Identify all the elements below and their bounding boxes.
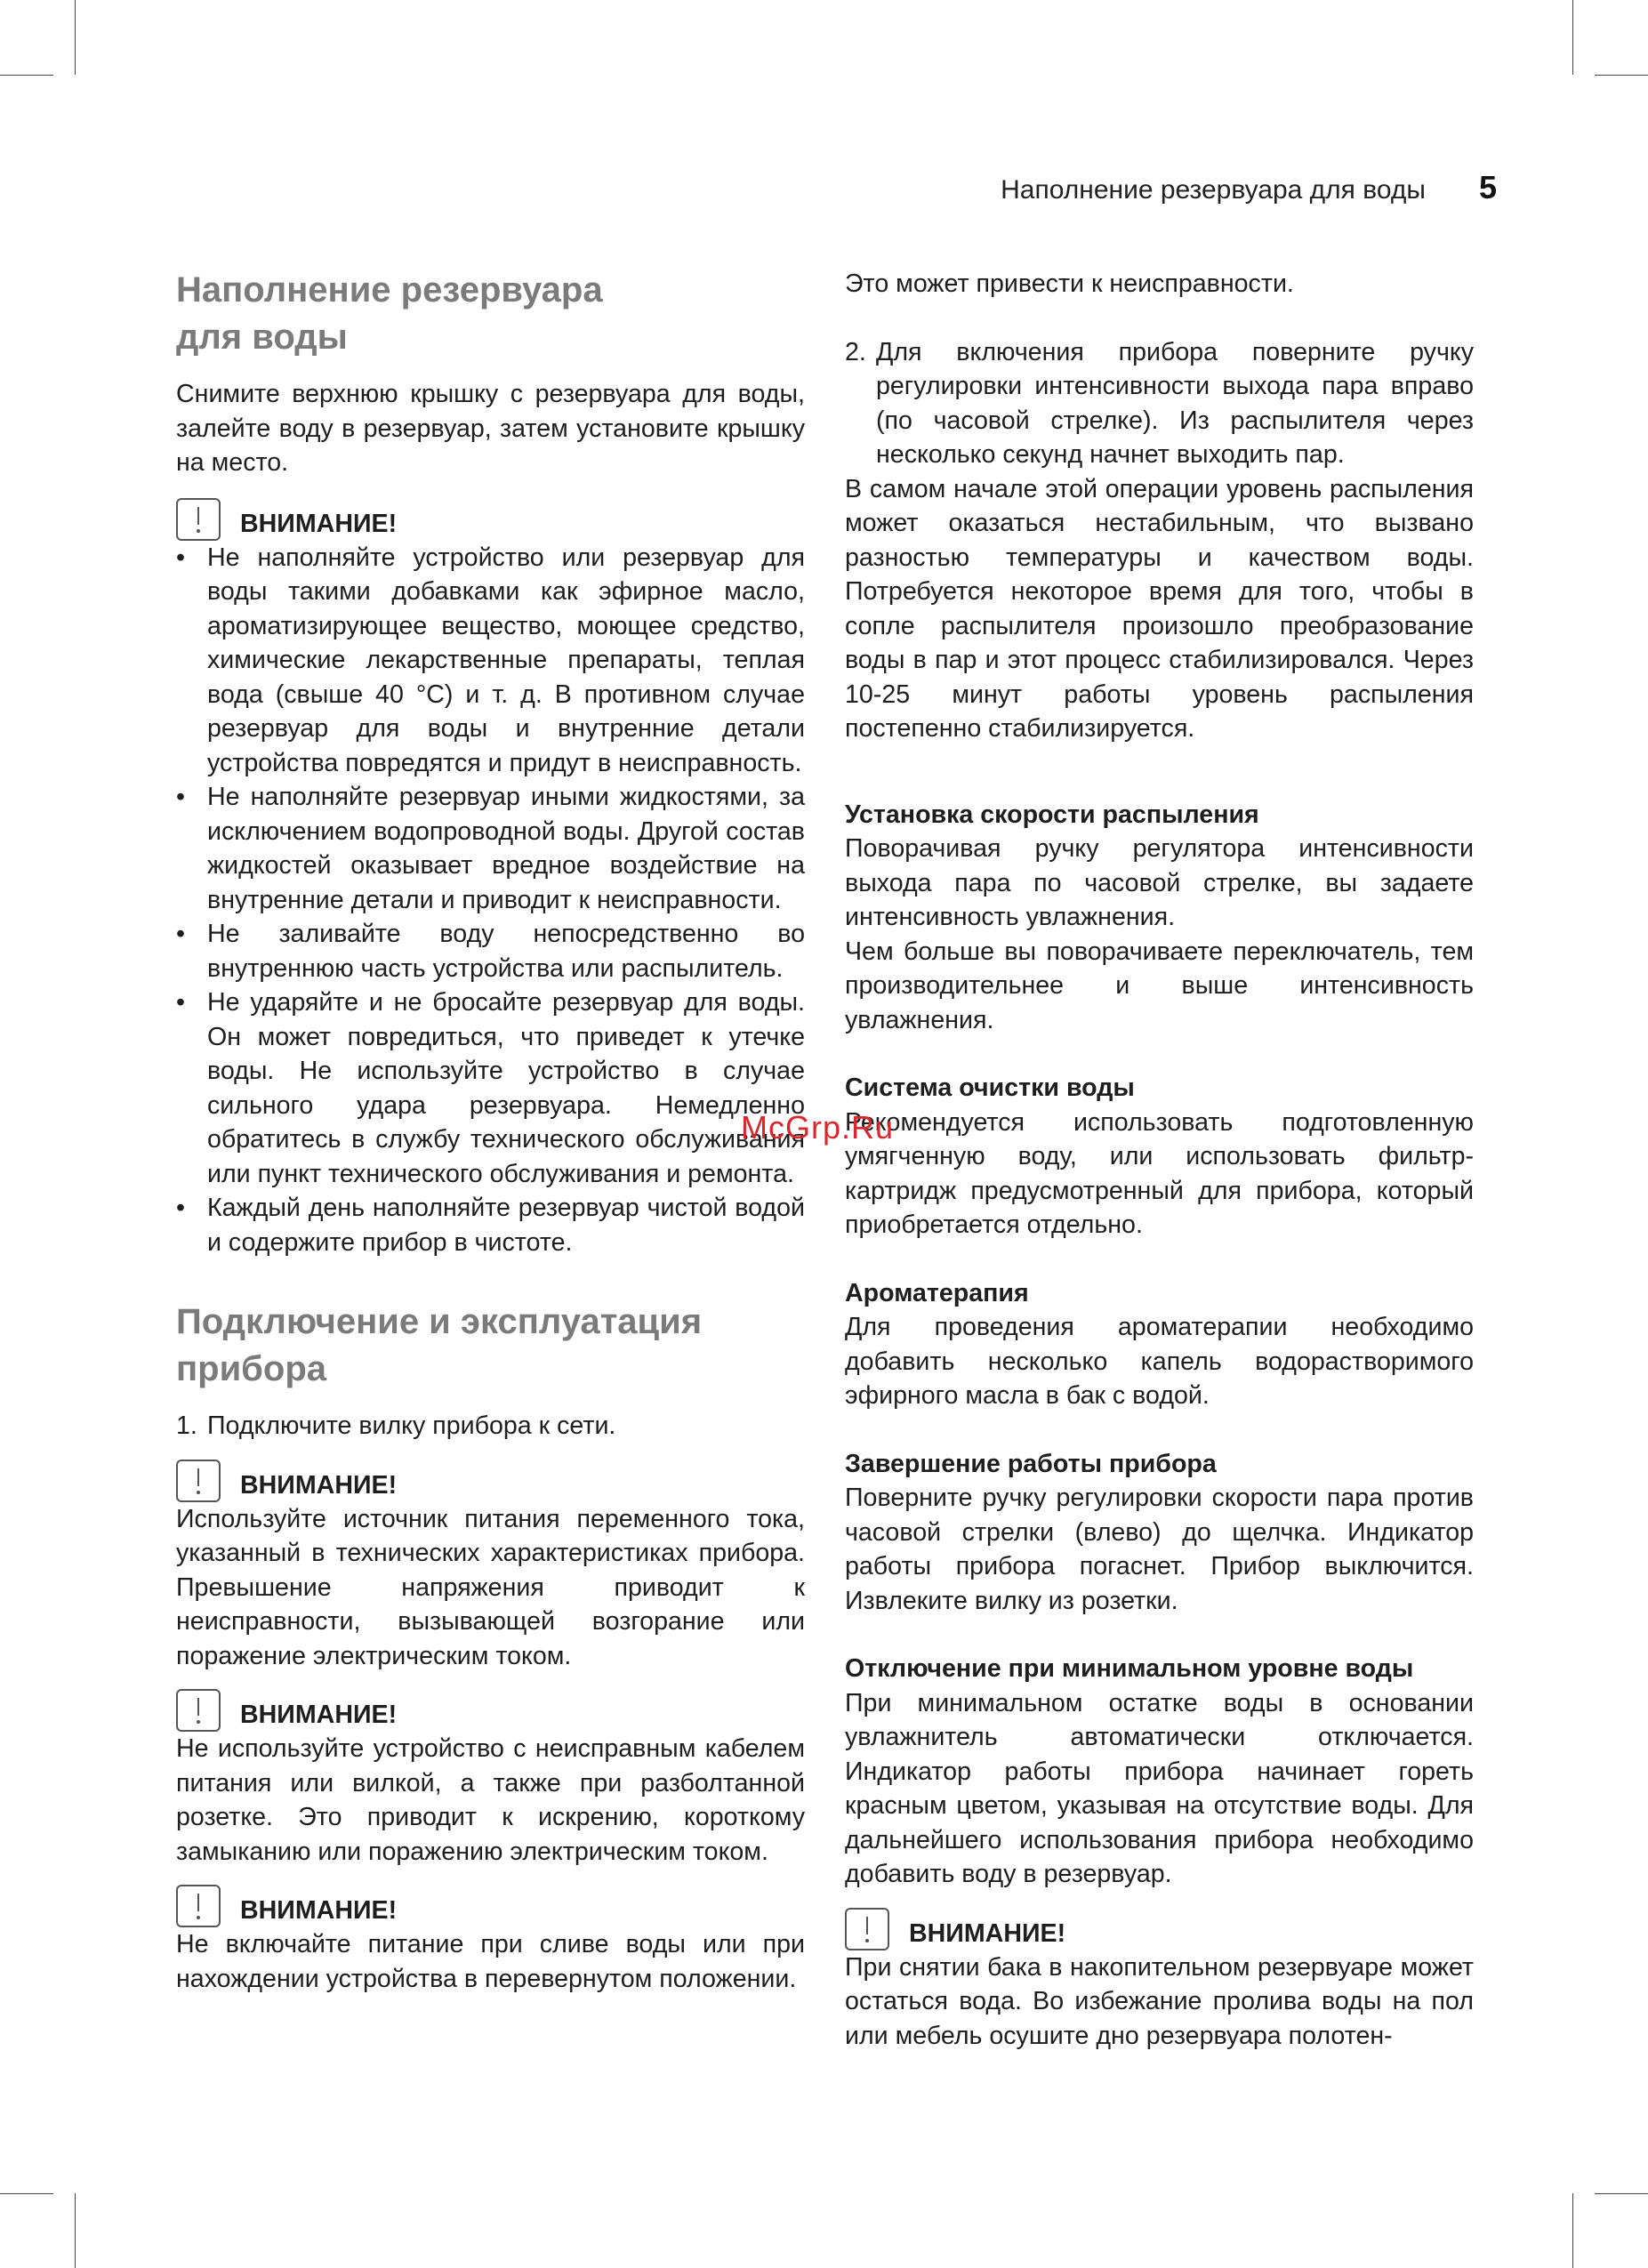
warning-text: При снятии бака в накопительном резервуаре может остаться вода. Во избежание пролива воды на пол или мебель осушите дно резервуара полотен-: [845, 1952, 1474, 2050]
subsection-title-filter: Система очистки воды: [845, 1074, 1135, 1102]
speed-text: Поворачивая ручку регулятора интенсивности выхода пара по часовой стрелке, вы задаете интенсивность увлажнения.: [845, 834, 1474, 931]
warning-heading: [176, 498, 805, 541]
section-title-connection: Подключение и эксплуатация прибора: [176, 1302, 703, 1388]
subsection-title-speed: Установка скорости распыления: [845, 800, 1259, 829]
step-2: [845, 335, 1474, 472]
page-number: 5: [1478, 169, 1497, 205]
warning-icon: [176, 1460, 221, 1502]
warning-text: Используйте источник питания переменного тока, указанный в технических характеристиках прибора. Превышение напряжения приводит к неисправности, вызывающей возгорание или поражение электрическим током.: [176, 1504, 805, 1670]
warning-heading: [176, 1689, 805, 1732]
speed-text: Чем больше вы поворачиваете переключатель, тем производительнее и выше интенсивность увлажнения.: [845, 937, 1474, 1034]
right-column: [845, 267, 1474, 2053]
warning-heading: [176, 1460, 805, 1502]
step-note: В самом начале этой операции уровень распыления может оказаться нестабильным, что вызвано разностью температуры и качеством воды. Потребуется некоторое время для того, чтобы в сопле распылителя произошло преобразование воды в пар и этот процесс стабилизировался. Через 10-25 минут работы уровень распыления постепенно стабилизируется.: [845, 474, 1474, 743]
crop-mark-top-right: [1572, 0, 1573, 75]
subsection-title-min-water: Отключение при минимальном уровне воды: [845, 1654, 1414, 1683]
subsection-title-finish: Завершение работы прибора: [845, 1449, 1217, 1478]
list-item: • Не наполняйте устройство или резервуар для воды такими добавками как эфирное масло, ароматизирующее вещество, моющее средство, химические лекарственные препараты, теплая вода (свыше 40 °C) и т. д. В противном случае резервуар для воды и внутренние детали устройства повредятся и придут в неисправность.: [176, 541, 805, 781]
warning-icon: [176, 1689, 221, 1732]
warning-heading: [845, 1908, 1474, 1950]
step-text: Подключите вилку прибора к сети.: [207, 1411, 616, 1440]
finish-text: Поверните ручку регулировки скорости пара против часовой стрелки (влево) до щелчка. Индикатор работы прибора погаснет. Прибор выключится. Извлеките вилку из розетки.: [845, 1484, 1474, 1615]
aroma-text: Для проведения ароматерапии необходимо добавить несколько капель водорастворимого эфирного масла в бак с водой.: [845, 1313, 1474, 1410]
crop-mark-top-left: [0, 75, 53, 76]
warning-label: ВНИМАНИЕ!: [909, 1918, 1066, 1948]
crop-mark-bottom-left: [0, 2193, 53, 2194]
warning-label: ВНИМАНИЕ!: [240, 1470, 398, 1500]
warning-label: ВНИМАНИЕ!: [240, 1701, 398, 1729]
subsection-title-aroma: Ароматерапия: [845, 1278, 1029, 1307]
crop-mark-bottom-right: [1572, 2193, 1573, 2268]
crop-mark-top-right: [1595, 75, 1648, 76]
step-number: 2.: [845, 337, 866, 366]
list-item: • Каждый день наполняйте резервуар чистой водой и содержите прибор в чистоте.: [176, 1191, 805, 1259]
crop-mark-bottom-right: [1595, 2193, 1648, 2194]
filter-text: Рекомендуется использовать подготовленную умягченную воду, или использовать фильтр-картридж предусмотренный для прибора, который приобретается отдельно.: [845, 1107, 1474, 1239]
warning-text: Не включайте питание при сливе воды или при нахождении устройства в перевернутом положении.: [176, 1930, 805, 1993]
warning-icon: [176, 1885, 221, 1927]
warning-label: ВНИМАНИЕ!: [240, 509, 398, 538]
watermark: McGrp.Ru: [741, 1109, 895, 1146]
warning-heading: [176, 1885, 805, 1927]
crop-mark-top-left: [75, 0, 76, 75]
list-item: • Не наполняйте резервуар иными жидкостями, за исключением водопроводной воды. Другой состав жидкостей оказывает вредное воздействие на внутренние детали и приводит к неисправности.: [176, 780, 805, 917]
section-title-filling: Наполнение резервуара для воды: [176, 270, 603, 357]
continuation-text: Это может привести к неисправности.: [845, 269, 1294, 298]
running-title: Наполнение резервуара для воды: [1001, 175, 1426, 205]
list-item: • Не заливайте воду непосредственно во внутреннюю часть устройства или распылитель.: [176, 917, 805, 985]
intro-paragraph: Снимите верхнюю крышку с резервуара для воды, залейте воду в резервуар, затем установите крышку на место.: [176, 380, 805, 477]
list-item: • Не ударяйте и не бросайте резервуар для воды. Он может повредиться, что приведет к утечке воды. Не используйте устройство в случае сильного удара резервуара. Немедленно обратитесь в службу технического обслуживания или пункт технического обслуживания и ремонта.: [176, 985, 805, 1191]
step-1: [176, 1409, 805, 1444]
running-header: [1001, 169, 1497, 206]
warning-text: Не используйте устройство с неисправным кабелем питания или вилкой, а также при разболтанной розетке. Это приводит к искрению, короткому замыканию или поражению электрическим током.: [176, 1734, 805, 1866]
crop-mark-bottom-left: [75, 2193, 76, 2268]
left-column: [176, 267, 805, 1996]
warning-icon: [845, 1908, 889, 1950]
warning-label: ВНИМАНИЕ!: [240, 1896, 398, 1925]
warning-icon: [176, 498, 221, 541]
warning-bullet-list: [176, 541, 805, 1260]
step-text: Для включения прибора поверните ручку регулировки интенсивности выхода пара вправо (по часовой стрелке). Из распылителя через несколько секунд начнет выходить пар.: [876, 337, 1474, 469]
step-number: 1.: [176, 1411, 197, 1440]
min-water-text: При минимальном остатке воды в основании увлажнитель автоматически отключается. Индикатор работы прибора начинает гореть красным цветом, указывая на отсутствие воды. Для дальнейшего использования прибора необходимо добавить воду в резервуар.: [845, 1688, 1474, 1888]
